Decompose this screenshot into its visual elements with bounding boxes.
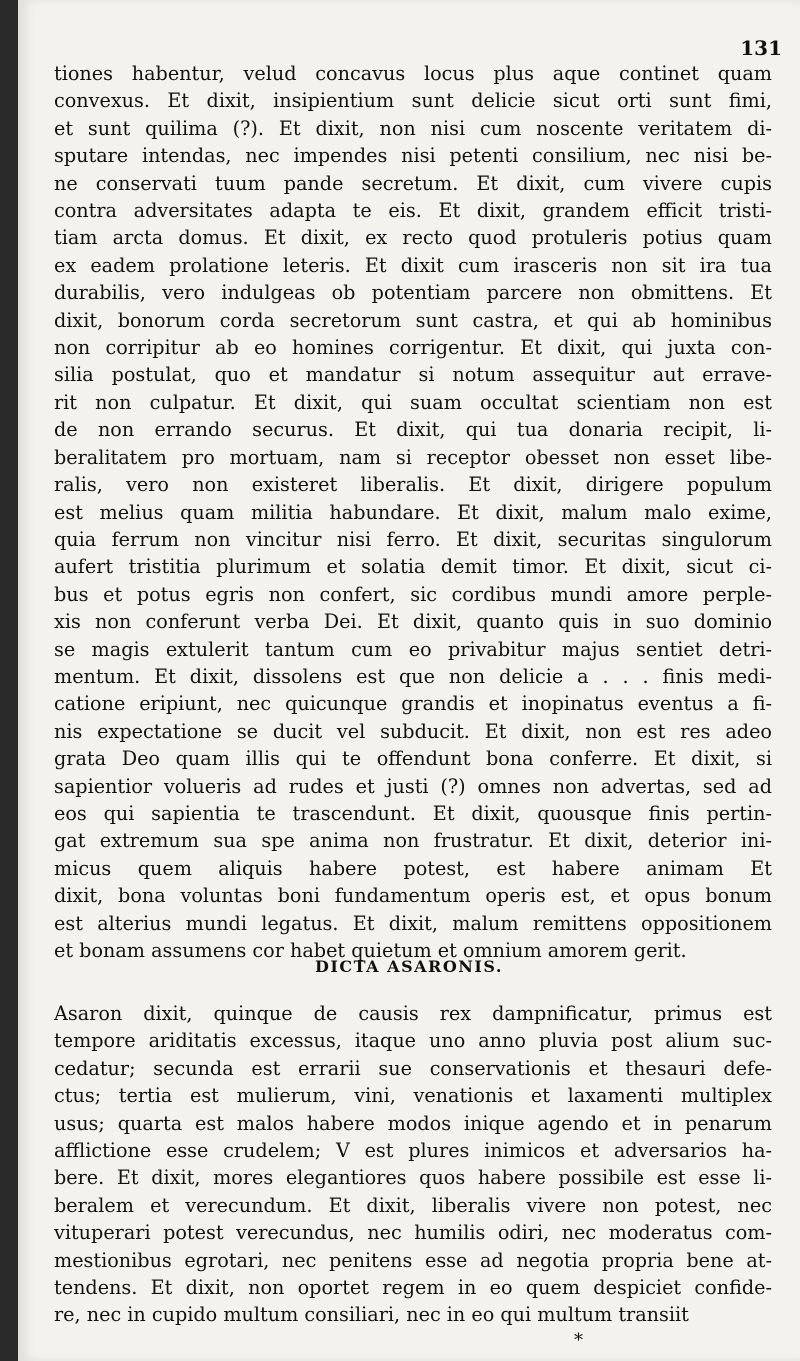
text-line: dixit, bonorum corda secretorum sunt castra, et qui ab hominibus: [54, 308, 772, 332]
text-line: tiones habentur, velud concavus locus plus aque continet quam: [54, 62, 772, 85]
text-line: beralem et verecundum. Et dixit, liberalis vivere non potest, nec: [54, 1193, 772, 1217]
text-line: ctus; tertia est mulierum, vini, venationis et laxamenti multiplex: [54, 1084, 772, 1108]
text-line: tiam arcta domus. Et dixit, ex recto quod protuleris potius quam: [54, 226, 772, 250]
text-line: re, nec in cupido multum consiliari, nec in eo qui multum transiit: [54, 1303, 689, 1327]
text-line: rit non culpatur. Et dixit, qui suam occultat scientiam non est: [54, 390, 772, 414]
text-line: et sunt quilima (?). Et dixit, non nisi cum noscente veritatem di-: [54, 116, 772, 140]
text-line: ex eadem prolatione leteris. Et dixit cum irasceris non sit ira tua: [54, 253, 772, 277]
signature-mark: *: [574, 1330, 583, 1351]
text-line: tendens. Et dixit, non oportet regem in eo quem despiciet confide-: [54, 1276, 772, 1300]
text-line: et bonam assumens cor habet quietum et omnium amorem gerit.: [54, 939, 687, 962]
text-line: Asaron dixit, quinque de causis rex dampnificatur, primus est: [54, 1002, 772, 1025]
text-line: xis non conferunt verba Dei. Et dixit, quanto quis in suo dominio: [54, 610, 772, 634]
text-line: afflictione esse crudelem; V est plures inimicos et adversarios ha-: [54, 1139, 772, 1163]
text-line: dixit, bona voluntas boni fundamentum operis est, et opus bonum: [54, 884, 772, 908]
text-line: convexus. Et dixit, insipientium sunt delicie sicut orti sunt fimi,: [54, 89, 772, 113]
text-line: tempore ariditatis excessus, itaque uno anno pluvia post alium suc-: [54, 1029, 772, 1053]
text-line: ne conservati tuum pande secretum. Et dixit, cum vivere cupis: [54, 171, 772, 195]
text-line: grata Deo quam illis qui te offendunt bona conferre. Et dixit, si: [54, 747, 772, 771]
text-line: beralitatem pro mortuam, nam si receptor obesset non esset libe-: [54, 445, 772, 469]
section-heading: DICTA ASARONIS.: [315, 957, 503, 976]
text-line: quia ferrum non vincitur nisi ferro. Et dixit, securitas singulorum: [54, 527, 772, 551]
text-line: est melius quam militia habundare. Et dixit, malum malo exime,: [54, 500, 772, 524]
text-line: gat extremum sua spe anima non frustratur. Et dixit, deterior ini-: [54, 829, 772, 853]
text-line: aufert tristitia plurimum et solatia demit timor. Et dixit, sicut ci-: [54, 555, 772, 579]
text-line: usus; quarta est malos habere modos inique agendo et in penarum: [54, 1111, 772, 1135]
text-line: cedatur; secunda est errarii sue conservationis et thesauri defe-: [54, 1056, 772, 1080]
text-line: de non errando securus. Et dixit, qui tua donaria recipit, li-: [54, 418, 772, 442]
text-line: eos qui sapientia te trascendunt. Et dixit, quousque finis pertin-: [54, 801, 772, 825]
text-line: vituperari potest verecundus, nec humilis odiri, nec moderatus com-: [54, 1221, 772, 1245]
text-line: sapientior volueris ad rudes et justi (?) omnes non advertas, sed ad: [54, 774, 772, 798]
text-line: nis expectatione se ducit vel subducit. Et dixit, non est res adeo: [54, 719, 772, 743]
text-line: est alterius mundi legatus. Et dixit, malum remittens oppositionem: [54, 911, 772, 935]
book-page: [18, 0, 800, 1361]
paragraph-sayings: [54, 60, 772, 964]
text-line: durabilis, vero indulgeas ob potentiam parcere non obmittens. Et: [54, 281, 772, 305]
text-line: micus quem aliquis habere potest, est habere animam Et: [54, 856, 772, 880]
text-line: mentum. Et dixit, dissolens est que non delicie a . . . finis medi-: [54, 664, 772, 688]
text-line: bus et potus egris non confert, sic cordibus mundi amore perple-: [54, 582, 772, 606]
text-line: sputare intendas, nec impendes nisi petenti consilium, nec nisi be-: [54, 144, 772, 168]
text-line: bere. Et dixit, mores elegantiores quos habere possibile est esse li-: [54, 1166, 772, 1190]
text-line: contra adversitates adapta te eis. Et dixit, grandem efficit tristi-: [54, 199, 772, 223]
text-line: catione eripiunt, nec quicunque grandis et inopinatus eventus a fi-: [54, 692, 772, 716]
paragraph-asaron: [54, 1000, 772, 1329]
text-line: mestionibus egrotari, nec penitens esse ad negotia propria bene at-: [54, 1248, 772, 1272]
text-line: non corripitur ab eo homines corrigentur. Et dixit, qui juxta con-: [54, 336, 772, 360]
text-line: ralis, vero non existeret liberalis. Et dixit, dirigere populum: [54, 473, 772, 497]
text-line: se magis extulerit tantum cum eo privabitur majus sentiet detri-: [54, 637, 772, 661]
text-line: silia postulat, quo et mandatur si notum assequitur aut errave-: [54, 363, 772, 387]
page-number: 131: [740, 36, 782, 60]
